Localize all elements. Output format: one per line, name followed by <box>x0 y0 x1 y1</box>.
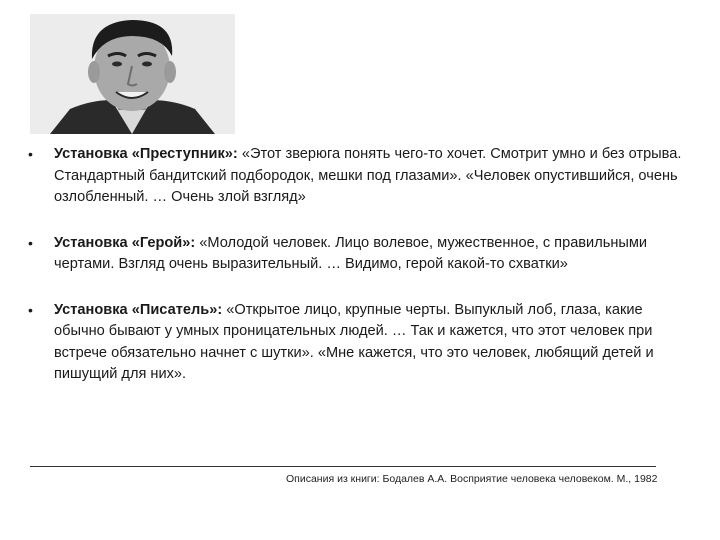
bullet-list <box>28 144 688 410</box>
bullet-criminal <box>28 144 688 209</box>
portrait-photo <box>30 14 235 134</box>
bullet-marker: • <box>28 234 33 251</box>
bullet-writer <box>28 300 688 386</box>
bullet-text: «Молодой человек. Лицо волевое, мужественное, с правильными чертами. Взгляд очень выразительный. … Видимо, герой какой-то схватки» <box>54 234 648 272</box>
bullet-title: Установка «Писатель»: <box>54 301 223 318</box>
bullet-marker: • <box>28 146 33 162</box>
bullet-text: «Этот зверюга понять чего-то хочет. Смотрит умно и без отрыва. Стандартный бандитский подбородок, мешки под глазами». «Человек опустившийся, очень озлобленный. … Очень злой взгляд» <box>54 146 682 205</box>
source-caption: Описания из книги: Бодалев А.А. Восприятие человека человеком. М., 1982 <box>286 473 658 485</box>
bullet-title: Установка «Преступник»: <box>54 146 238 162</box>
portrait-image <box>30 14 235 134</box>
footnote-divider <box>30 466 656 467</box>
bullet-hero <box>28 233 688 276</box>
bullet-text: «Открытое лицо, крупные черты. Выпуклый лоб, глаза, какие обычно бывают у умных проницательных людей. … Так и кажется, что этот человек при встрече обязательно начнет с шутки». «Мне кажется, что это человек, любящий детей и пишущий для них». <box>54 301 654 382</box>
bullet-title: Установка «Герой»: <box>54 234 196 251</box>
bullet-marker: • <box>28 301 33 318</box>
